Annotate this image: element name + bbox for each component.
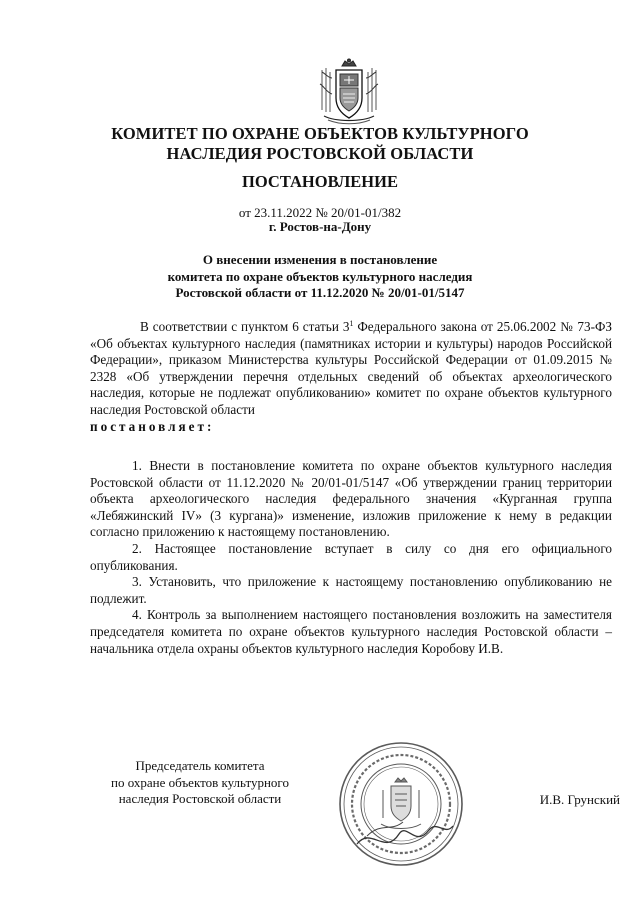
decree-word: постановляет: [90,418,215,434]
position-line-1: Председатель комитета [135,758,265,773]
document-number-date: от 23.11.2022 № 20/01-01/382 [238,205,402,220]
decree-items [90,458,612,657]
position-line-2: по охране объектов культурного [111,774,289,790]
document-subject [100,252,540,302]
signatory-name: И.В. Грунский [539,792,620,807]
organization-name [60,124,580,164]
document-type: ПОСТАНОВЛЕНИЕ [242,172,398,191]
document-city: г. Ростов-на-Дону [268,219,372,234]
org-line-2: НАСЛЕДИЯ РОСТОВСКОЙ ОБЛАСТИ [166,144,474,163]
preamble-text-rest: Федерального закона от 25.06.2002 № 73-ФЗ «Об объектах культурного наследия (памятниках истории и культуры) народов Российской Федерации», приказом Министерства культуры Российской Федерации от 01.09.2015 № 2328 «Об утверждении перечня отдельных сведений об объектах археологического наследия, которые не подлежат опубликованию» комитет по охране объектов культурного наследия Ростовской области [90,319,612,417]
official-seal-stamp [337,740,465,868]
preamble-superscript: 1 [349,319,354,328]
decree-item-2: 2. Настоящее постановление вступает в силу со дня его официального опубликования. [90,540,612,573]
subject-line-1: О внесении изменения в постановление [202,252,438,267]
signatory-position [80,758,320,808]
decree-item-4: 4. Контроль за выполнением настоящего постановления возложить на заместителя председателя комитета по охране объектов культурного наследия Ростовской области – начальника отдела охраны объектов культурного наследия Коробову И.В. [90,607,612,656]
subject-line-3: Ростовской области от 11.12.2020 № 20/01-01/5147 [175,285,465,300]
org-line-1: КОМИТЕТ ПО ОХРАНЕ ОБЪЕКТОВ КУЛЬТУРНОГО [111,124,529,143]
decree-item-1: 1. Внести в постановление комитета по охране объектов культурного наследия Ростовской области от 11.12.2020 № 20/01-01/5147 «Об утверждении границ территории объекта археологического наследия федерального значения «Курганная группа «Лебяжинский IV» (3 кургана)» изменение, изложив приложение к нему в редакции согласно приложению к настоящему постановлению. [90,458,612,540]
position-line-3: наследия Ростовской области [118,791,282,806]
coat-of-arms-icon [316,58,382,126]
subject-line-2: комитета по охране объектов культурного наследия [167,268,473,284]
preamble-paragraph [90,319,612,435]
preamble-text-start: В соответствии с пунктом 6 статьи 3 [140,319,350,334]
decree-item-3: 3. Установить, что приложение к настоящему постановлению опубликованию не подлежит. [90,574,612,606]
